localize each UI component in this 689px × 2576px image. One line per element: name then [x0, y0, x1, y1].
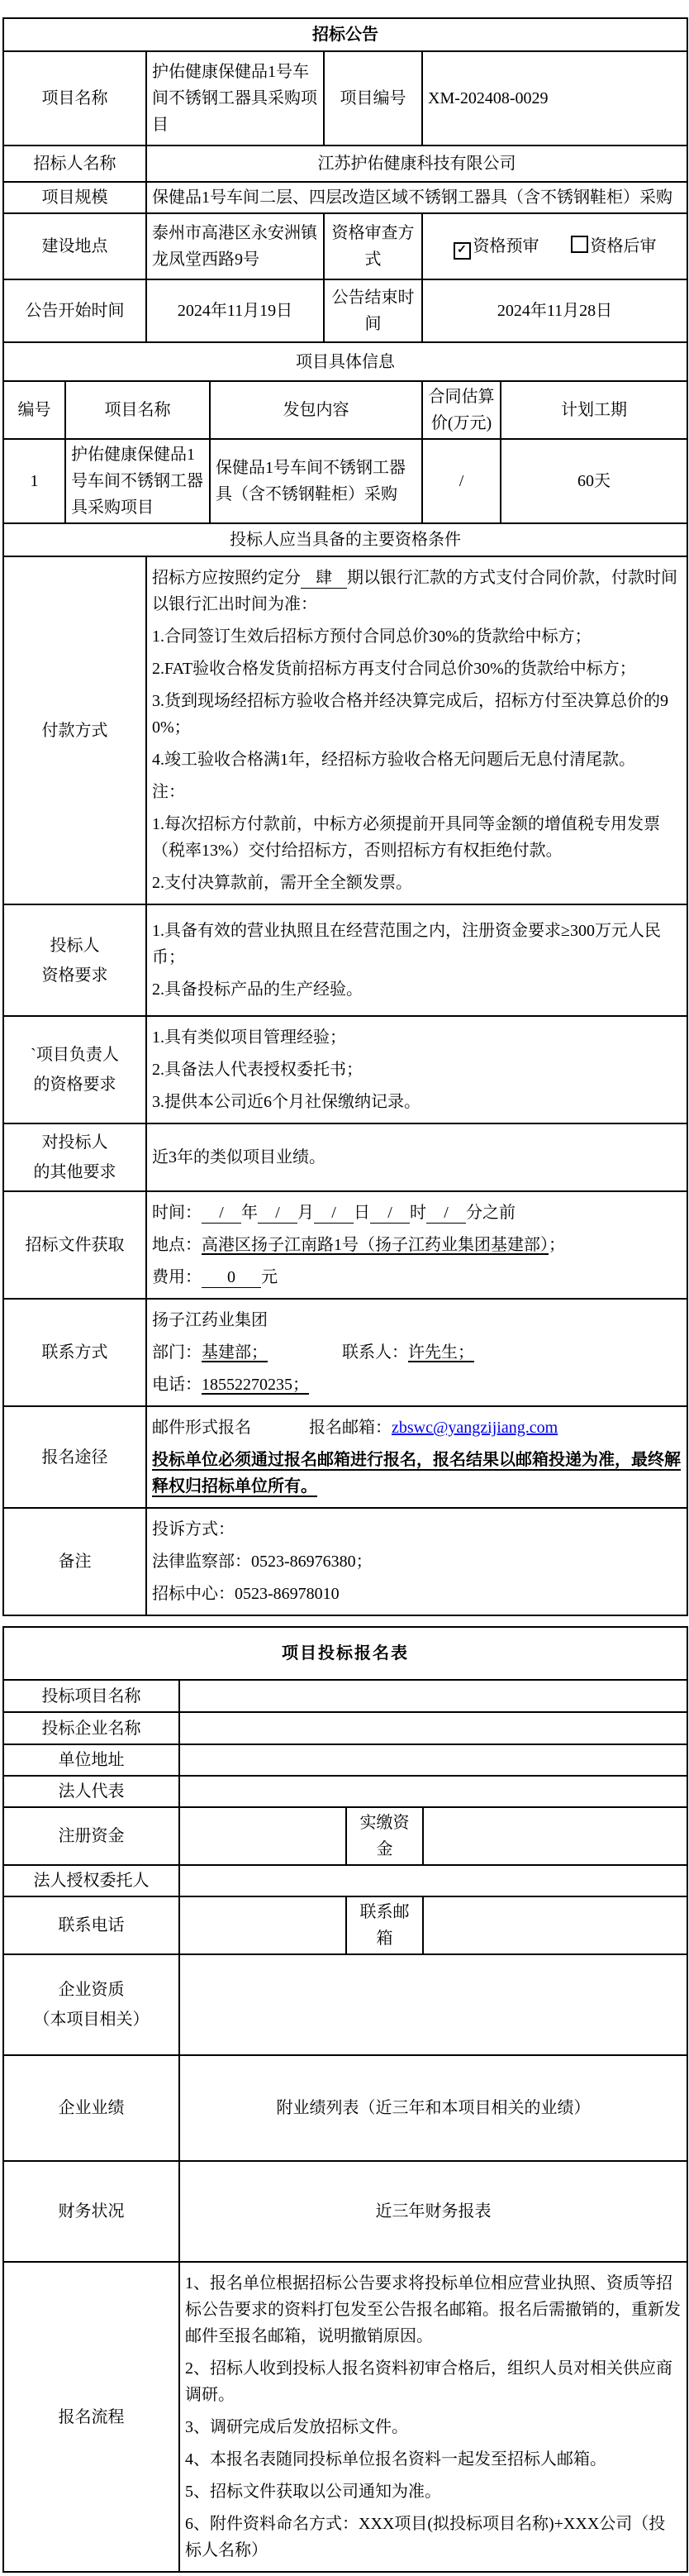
form-phone-label: 联系电话: [3, 1896, 179, 1954]
form-qualification-label: 企业资质 （本项目相关）: [3, 1954, 179, 2055]
form-performance-value: 附业绩列表（近三年和本项目相关的业绩）: [179, 2055, 687, 2161]
form-company-name-field: [179, 1712, 687, 1744]
payment-method-content: [146, 556, 687, 904]
project-name-value: 护佑健康保健品1号车间不锈钢工器具采购项目: [146, 51, 324, 145]
detail-header-no: 编号: [3, 381, 65, 439]
form-process-item: 5、招标文件获取以公司通知为准。: [185, 2483, 441, 2501]
signup-notice: 投标单位必须通过报名邮箱进行报名，报名结果以邮箱投递为准，最终解释权归招标单位所有。: [152, 1451, 681, 1496]
signup-email-prefix: 报名邮箱：: [309, 1419, 392, 1437]
payment-item: 2.FAT验收合格发货前招标方再支付合同总价30%的货款给中标方；: [152, 660, 636, 678]
form-phone-field: [179, 1896, 346, 1954]
acquisition-location-value: 高港区扬子江南路1号（扬子江药业集团基建部）: [202, 1236, 549, 1254]
form-performance-label: 企业业绩: [3, 2055, 179, 2161]
form-process-item: 1、报名单位根据招标公告要求将投标单位相应营业执照、资质等招标公告要求的资料打包发至公告报名邮箱。报名后需撤销的，重新发邮件至报名邮箱，说明撤销原因。: [185, 2274, 681, 2345]
payment-method-label: 付款方式: [3, 556, 146, 904]
bid-registration-form-table: [2, 1626, 688, 2573]
manager-qualification-label: `项目负责人 的资格要求: [3, 1016, 146, 1123]
payment-intro-prefix: 招标方应按照约定分: [152, 569, 301, 587]
manager-qualification-item: 3.提供本公司近6个月社保缴纳记录。: [152, 1093, 421, 1111]
payment-installments-blank: 肆: [301, 568, 347, 589]
form-authorized-agent-label: 法人授权委托人: [3, 1865, 179, 1896]
time-month-blank: /: [258, 1203, 297, 1224]
form-process-content: [179, 2262, 687, 2572]
time-minute-blank: /: [426, 1203, 466, 1224]
start-time-value: 2024年11月19日: [146, 279, 324, 342]
bidder-qualification-item: 2.具备投标产品的生产经验。: [152, 980, 363, 999]
form-process-label: 报名流程: [3, 2262, 179, 2572]
contact-label: 联系方式: [3, 1299, 146, 1406]
payment-item: 4.竣工验收合格满1年，经招标方验收合格无问题后无息付清尾款。: [152, 751, 635, 769]
other-requirements-label: 对投标人 的其他要求: [3, 1123, 146, 1191]
project-no-label: 项目编号: [324, 51, 422, 145]
acquisition-fee-value: 0: [202, 1267, 261, 1288]
contact-dept-prefix: 部门：: [152, 1343, 202, 1362]
remarks-label: 备注: [3, 1508, 146, 1615]
tender-center-phone: 招标中心：0523-86978010: [152, 1585, 340, 1603]
acquisition-time-prefix: 时间：: [152, 1204, 202, 1222]
form-paid-capital-field: [423, 1807, 687, 1865]
detail-cell-no: 1: [3, 439, 65, 523]
bidder-name-label: 招标人名称: [3, 145, 146, 182]
contact-company: 扬子江药业集团: [152, 1311, 268, 1329]
project-scale-label: 项目规模: [3, 182, 146, 213]
time-year-blank: /: [202, 1203, 241, 1224]
project-no-value: XM-202408-0029: [422, 51, 687, 145]
form-paid-capital-label: 实缴资金: [346, 1807, 423, 1865]
review-method-value: [422, 213, 687, 279]
bidder-qualification-item: 1.具备有效的营业执照且在经营范围之内，注册资金要求≥300万元人民币；: [152, 922, 661, 966]
review-method-label: 资格审查方式: [324, 213, 422, 279]
form-process-item: 6、附件资料命名方式：XXX项目(拟投标项目名称)+XXX公司（投标人名称）: [185, 2515, 666, 2559]
form-project-name-field: [179, 1680, 687, 1712]
start-time-label: 公告开始时间: [3, 279, 146, 342]
form-title: 项目投标报名表: [3, 1627, 687, 1680]
form-address-label: 单位地址: [3, 1744, 179, 1776]
payment-item: 1.合同签订生效后招标方预付合同总价30%的货款给中标方；: [152, 627, 592, 646]
project-scale-value: 保健品1号车间二层、四层改造区域不锈钢工器具（含不锈钢鞋柜）采购: [146, 182, 687, 213]
detail-table-row: [3, 439, 687, 523]
form-process-item: 2、招标人收到投标人报名资料初审合格后，组织人员对相关供应商调研。: [185, 2359, 672, 2404]
tender-announcement-table: [2, 17, 688, 1616]
form-qualification-field: [179, 1954, 687, 2055]
time-day-blank: /: [314, 1203, 354, 1224]
detail-header-duration: 计划工期: [501, 381, 687, 439]
bidder-qualification-content: [146, 904, 687, 1016]
manager-qualification-item: 1.具有类似项目管理经验；: [152, 1028, 346, 1047]
detail-header-content: 发包内容: [210, 381, 422, 439]
detail-cell-price: /: [422, 439, 501, 523]
time-hour-blank: /: [370, 1203, 410, 1224]
project-name-label: 项目名称: [3, 51, 146, 145]
complaint-method-line: 投诉方式：: [152, 1520, 235, 1538]
signup-channel-label: 报名途径: [3, 1406, 146, 1508]
form-financial-label: 财务状况: [3, 2161, 179, 2262]
bidder-name-value: 江苏护佑健康科技有限公司: [146, 145, 687, 182]
payment-note: 2.支付决算款前，需开全全额发票。: [152, 874, 412, 892]
form-process-item: 3、调研完成后发放招标文件。: [185, 2418, 408, 2436]
prequalification-label: 资格预审: [473, 237, 539, 255]
detail-cell-content: 保健品1号车间不锈钢工器具（含不锈钢鞋柜）采购: [210, 439, 422, 523]
legal-supervision-phone: 法律监察部：0523-86976380；: [152, 1553, 373, 1571]
form-address-field: [179, 1744, 687, 1776]
location-value: 泰州市高港区永安洲镇龙凤堂西路9号: [146, 213, 324, 279]
acquisition-location-prefix: 地点：: [152, 1236, 202, 1254]
detail-cell-duration: 60天: [501, 439, 687, 523]
form-project-name-label: 投标项目名称: [3, 1680, 179, 1712]
contact-phone-prefix: 电话：: [152, 1376, 202, 1394]
form-email-field: [423, 1896, 687, 1954]
prequalification-checkbox: ✓: [454, 242, 471, 260]
end-time-label: 公告结束时间: [324, 279, 422, 342]
document-acquisition-content: 时间： / 年 / 月 / 日 / 时 / 分之前 地点：高港区扬子江南路1号（扬子江药业集团基建部）； 费用： 0 元: [146, 1191, 687, 1299]
payment-intro-suffix: 期以银行汇款的方式支付合同价款，付款时间以银行汇出时间为准：: [152, 569, 677, 613]
contact-dept-value: 基建部；: [202, 1343, 268, 1362]
postqualification-label: 资格后审: [590, 237, 657, 255]
form-registered-capital-label: 注册资金: [3, 1807, 179, 1865]
contact-person-value: 许先生；: [408, 1343, 474, 1362]
form-registered-capital-field: [179, 1807, 346, 1865]
contact-phone-value: 18552270235；: [202, 1376, 309, 1394]
form-legal-rep-field: [179, 1776, 687, 1807]
document-acquisition-label: 招标文件获取: [3, 1191, 146, 1299]
form-process-item: 4、本报名表随同投标单位报名资料一起发至招标人邮箱。: [185, 2450, 606, 2469]
postqualification-checkbox: [571, 236, 588, 253]
form-financial-value: 近三年财务报表: [179, 2161, 687, 2262]
acquisition-fee-prefix: 费用：: [152, 1268, 202, 1286]
detail-header-price: 合同估算价(万元): [422, 381, 501, 439]
form-legal-rep-label: 法人代表: [3, 1776, 179, 1807]
other-requirements-content: 近3年的类似项目业绩。: [146, 1123, 687, 1191]
contact-person-prefix: 联系人：: [342, 1343, 408, 1362]
payment-note: 1.每次招标方付款前，中标方必须提前开具同等金额的增值税专用发票（税率13%）交付给招标方，否则招标方有权拒绝付款。: [152, 815, 660, 860]
section-project-detail-title: 项目具体信息: [3, 342, 687, 381]
manager-qualification-content: [146, 1016, 687, 1123]
remarks-content: [146, 1508, 687, 1615]
announcement-title: 招标公告: [3, 18, 687, 51]
location-label: 建设地点: [3, 213, 146, 279]
detail-cell-name: 护佑健康保健品1号车间不锈钢工器具采购项目: [65, 439, 210, 523]
bidder-qualification-label: 投标人 资格要求: [3, 904, 146, 1016]
form-company-name-label: 投标企业名称: [3, 1712, 179, 1744]
signup-email-link[interactable]: zbswc@yangzijiang.com: [392, 1419, 558, 1437]
payment-note-title: 注：: [152, 783, 185, 801]
payment-item: 3.货到现场经招标方验收合格并经决算完成后，招标方付至决算总价的90%；: [152, 692, 668, 737]
section-qualification-title: 投标人应当具备的主要资格条件: [3, 523, 687, 556]
contact-content: [146, 1299, 687, 1406]
form-authorized-agent-field: [179, 1865, 687, 1896]
detail-header-name: 项目名称: [65, 381, 210, 439]
form-email-label: 联系邮箱: [346, 1896, 423, 1954]
signup-method: 邮件形式报名: [152, 1419, 251, 1437]
signup-channel-content: [146, 1406, 687, 1508]
end-time-value: 2024年11月28日: [422, 279, 687, 342]
manager-qualification-item: 2.具备法人代表授权委托书；: [152, 1061, 363, 1079]
